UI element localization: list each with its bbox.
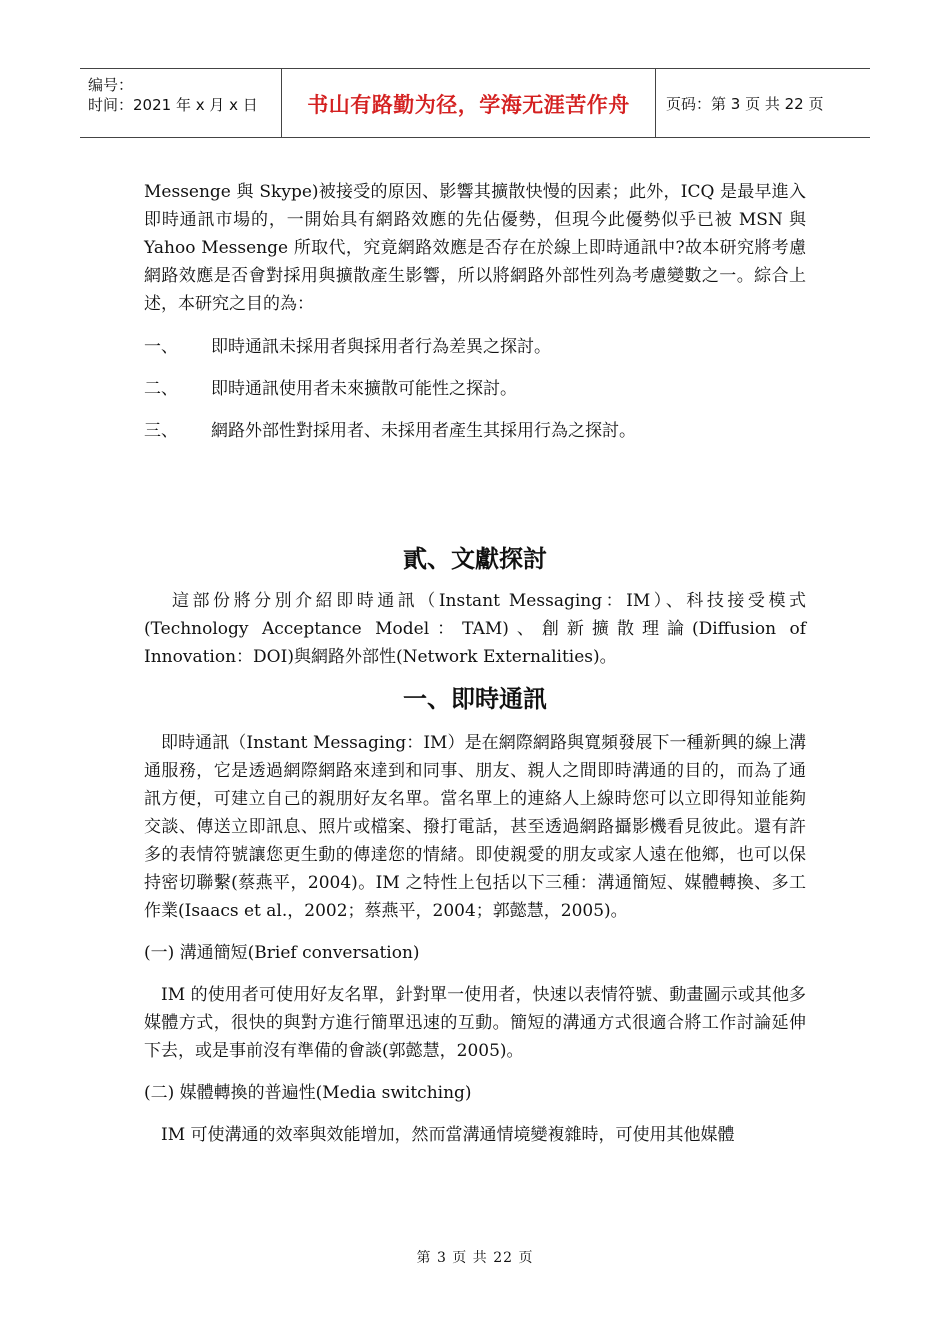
objective-item: [144, 375, 806, 403]
page-content: [144, 178, 806, 1149]
time-label: 时间：2021 年 x 月 x 日: [88, 96, 258, 114]
objective-number: 二、: [144, 379, 178, 399]
header-page-cell: [656, 69, 870, 137]
objective-text: 網路外部性對採用者、未採用者產生其採用行為之探討。: [211, 421, 636, 441]
feature2-title: (二) 媒體轉換的普遍性(Media switching): [144, 1083, 472, 1103]
objective-number: 一、: [144, 337, 178, 357]
objective-text: 即時通訊使用者未來擴散可能性之探討。: [211, 379, 517, 399]
feature1-title: (一) 溝通簡短(Brief conversation): [144, 943, 420, 963]
objective-number: 三、: [144, 421, 178, 441]
number-label: 编号：: [88, 76, 134, 94]
motto-text: 书山有路勤为径，学海无涯苦作舟: [307, 93, 630, 117]
feature2-paragraph: IM 可使溝通的效率與效能增加，然而當溝通情境變複雜時，可使用其他媒體: [161, 1125, 735, 1145]
subsection-title: 一、即時通訊: [403, 684, 547, 713]
section-title: 貳、文獻探討: [403, 544, 547, 573]
objective-item: [144, 333, 806, 361]
section-intro-paragraph: 這部份將分別介紹即時通訊（Instant Messaging：IM）、科技接受模式(Technology Acceptance Model：TAM)、創新擴散理論(Diffusion of Innovation：DOI)與網路外部性(Network Externalities)。: [144, 591, 806, 667]
feature1-paragraph: IM 的使用者可使用好友名單，針對單一使用者，快速以表情符號、動畫圖示或其他多媒體方式，很快的與對方進行簡單迅速的互動。簡短的溝通方式很適合將工作討論延伸下去，或是事前沒有準備的會談(郭懿慧，2005)。: [144, 985, 806, 1061]
page-info: 页码：第 3 页 共 22 页: [666, 94, 824, 113]
objective-item: [144, 417, 806, 445]
objective-text: 即時通訊未採用者與採用者行為差異之探討。: [211, 337, 551, 357]
im-paragraph: 即時通訊（Instant Messaging：IM）是在網際網路與寬頻發展下一種新興的線上溝通服務，它是透過網際網路來達到和同事、朋友、親人之間即時溝通的目的，而為了通訊方便，可建立自己的親朋好友名單。當名單上的連絡人上線時您可以立即得知並能夠交談、傳送立即訊息、照片或檔案、撥打電話，甚至透過網路攝影機看見彼此。還有許多的表情符號讓您更生動的傳達您的情緒。即使親愛的朋友或家人遠在他鄉，也可以保持密切聯繫(蔡燕平，2004)。IM 之特性上包括以下三種：溝通簡短、媒體轉換、多工作業(Isaacs et al.，2002；蔡燕平，2004；郭懿慧，2005)。: [144, 733, 806, 921]
header-meta-cell: [80, 69, 282, 137]
header-motto-cell: [282, 69, 656, 137]
page-footer: 第 3 页 共 22 页: [416, 1250, 534, 1266]
page-header: [80, 68, 870, 138]
intro-paragraph: Messenge 與 Skype)被接受的原因、影響其擴散快慢的因素；此外，ICQ 是最早進入即時通訊市場的，一開始具有網路效應的先佔優勢，但現今此優勢似乎已被 MSN 與 Yahoo Messenge 所取代，究竟網路效應是否存在於線上即時通訊中?故本研究將考慮網路效應是否會對採用與擴散產生影響，所以將網路外部性列為考慮變數之一。綜合上述，本研究之目的為：: [144, 182, 806, 314]
